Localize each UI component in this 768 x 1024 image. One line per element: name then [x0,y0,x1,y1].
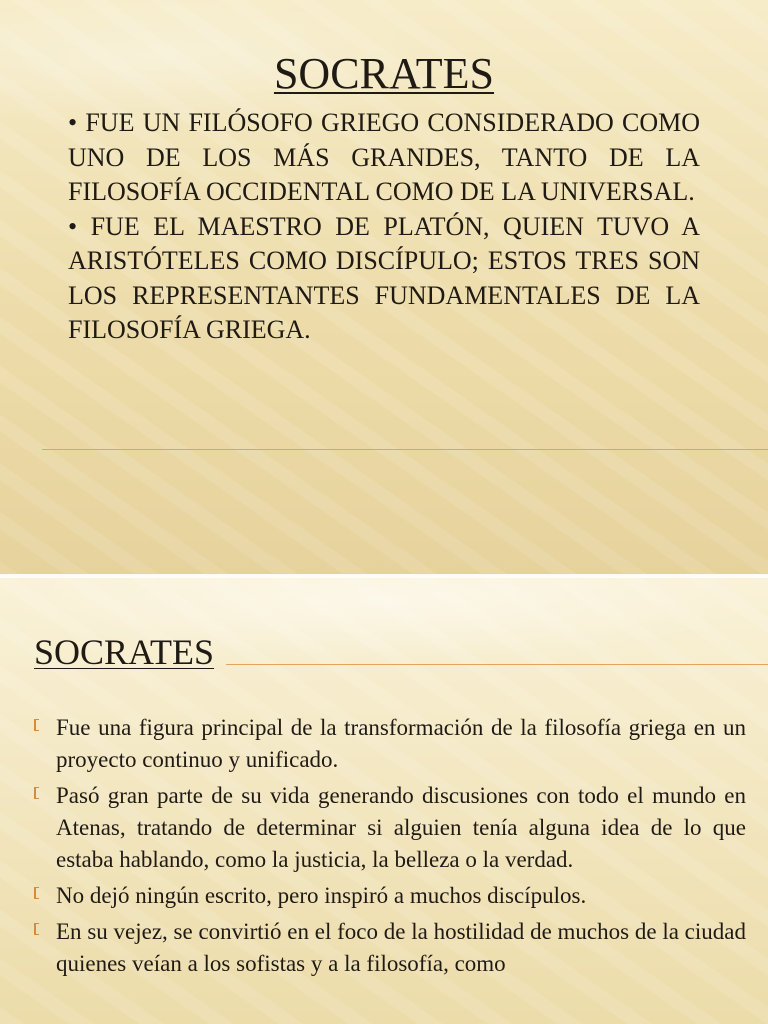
list-item [34,916,746,980]
bracket-bullet-icon [34,887,39,899]
slide-2 [0,578,768,1024]
list-item-text: Pasó gran parte de su vida generando discusiones con todo el mundo en Atenas, tratando de determinar si alguien tenía alguna idea de lo que estaba hablando, como la justicia, la belleza o la verdad. [56,783,746,872]
list-item [34,712,746,776]
slide-1-paragraph: • FUE UN FILÓSOFO GRIEGO CONSIDERADO COMO UNO DE LOS MÁS GRANDES, TANTO DE LA FILOSOFÍA OCCIDENTAL COMO DE LA UNIVERSAL. [68,108,700,206]
slide-2-bullet-list [34,712,746,984]
bracket-bullet-icon [34,719,39,731]
list-item-text: Fue una figura principal de la transformación de la filosofía griega en un proyecto continuo y unificado. [56,715,746,772]
list-item [34,780,746,876]
slide-1-title: SOCRATES [273,49,495,98]
list-item-text: No dejó ningún escrito, pero inspiró a muchos discípulos. [56,883,587,908]
bracket-bullet-icon [34,923,39,935]
slide-2-title: SOCRATES [34,632,215,672]
bracket-bullet-icon [34,787,39,799]
slide-2-title-rule [226,664,768,665]
list-item-text: En su vejez, se convirtió en el foco de la hostilidad de muchos de la ciudad quienes veían a los sofistas y a la filosofía, como [56,919,746,976]
list-item [34,880,746,912]
slide-1-paragraph: • FUE EL MAESTRO DE PLATÓN, QUIEN TUVO A ARISTÓTELES COMO DISCÍPULO; ESTOS TRES SON LOS REPRESENTANTES FUNDAMENTALES DE LA FILOSOFÍA GRIEGA. [68,211,700,344]
slide-1-divider [42,449,768,450]
slide-1-body [68,106,700,348]
